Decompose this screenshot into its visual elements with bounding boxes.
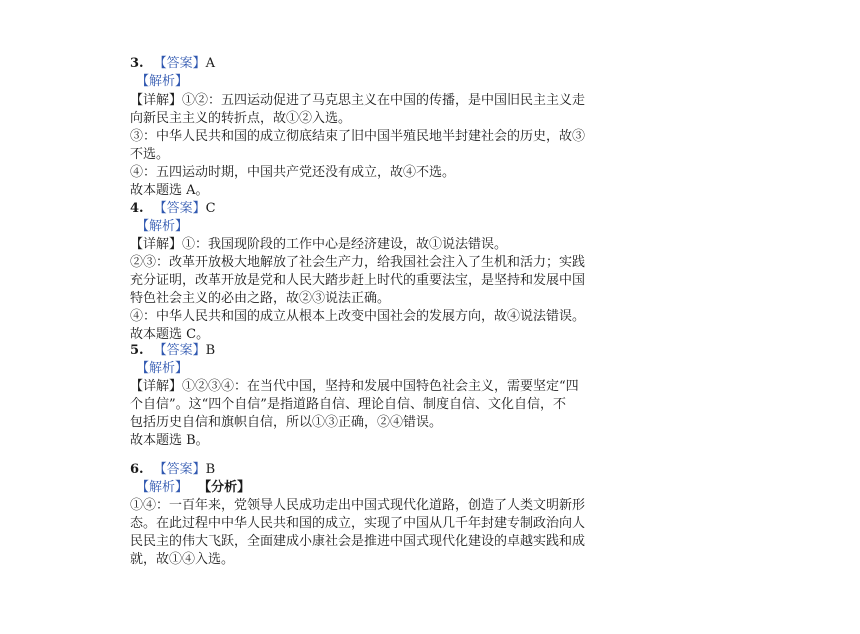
q6-line-2: 态。在此过程中中华人民共和国的成立，实现了中国从几千年封建专制政治向人 [130,516,586,531]
q6-answer: B [205,462,216,477]
q5-line-4: 故本题选 B。 [130,433,209,448]
q6-line-3: 民民主的伟大飞跃，全面建成小康社会是推进中国式现代化建设的卓越实践和成 [130,534,586,549]
q3-header [130,55,215,73]
q4-answer: C [205,201,216,216]
q6-analysis-tag: 【解析】 [136,480,189,495]
q5-line-1: 【详解】①②③④：在当代中国，坚持和发展中国特色社会主义，需要坚定“四 [130,379,579,394]
q3-answer-tag: 【答案】 [153,56,206,71]
q3-line-5: ④：五四运动时期，中国共产党还没有成立，故④不选。 [130,165,456,180]
q6-answer-tag: 【答案】 [153,462,206,477]
q6-header [130,461,215,479]
q3-analysis-tag: 【解析】 [136,74,189,89]
q3-line-4: 不选。 [130,147,170,162]
q6-number: 6. [130,462,144,477]
q5-answer-tag: 【答案】 [153,343,206,358]
q3-answer: A [205,56,215,71]
q5-header [130,342,215,360]
q5-answer: B [205,343,216,358]
q5-line-3: 包括历史自信和旗帜自信，所以①③正确，②④错误。 [130,415,443,430]
q3-number: 3. [130,56,144,71]
q3-line-6: 故本题选 A。 [130,183,209,198]
q4-answer-tag: 【答案】 [153,201,206,216]
q3-line-2: 向新民主主义的转折点，故①②入选。 [130,111,352,126]
q4-header [130,200,216,218]
q4-line-5: ④：中华人民共和国的成立从根本上改变中国社会的发展方向，故④说法错误。 [130,309,586,324]
q6-fenxi-tag: 【分析】 [198,480,251,495]
q3-line-1: 【详解】①②：五四运动促进了马克思主义在中国的传播，是中国旧民主主义走 [130,93,586,108]
q4-number: 4. [130,201,144,216]
q6-line-1: ①④：一百年来，党领导人民成功走出中国式现代化道路，创造了人类文明新形 [130,498,586,513]
q6-analysis-row [136,479,250,497]
q4-line-6: 故本题选 C。 [130,327,210,342]
q4-line-2: ②③：改革开放极大地解放了社会生产力，给我国社会注入了生机和活力；实践 [130,255,586,270]
q4-line-1: 【详解】①：我国现阶段的工作中心是经济建设，故①说法错误。 [130,237,508,252]
q6-line-4: 就，故①④入选。 [130,552,235,567]
q4-line-4: 特色社会主义的必由之路，故②③说法正确。 [130,291,391,306]
q5-analysis-tag: 【解析】 [136,361,189,376]
q4-analysis-tag: 【解析】 [136,219,189,234]
q3-line-3: ③：中华人民共和国的成立彻底结束了旧中国半殖民地半封建社会的历史，故③ [130,129,586,144]
q5-line-2: 个自信”。这“四个自信”是指道路自信、理论自信、制度自信、文化自信，不 [130,397,566,412]
q5-number: 5. [130,343,144,358]
q4-line-3: 充分证明，改革开放是党和人民大踏步赶上时代的重要法宝，是坚持和发展中国 [130,273,586,288]
